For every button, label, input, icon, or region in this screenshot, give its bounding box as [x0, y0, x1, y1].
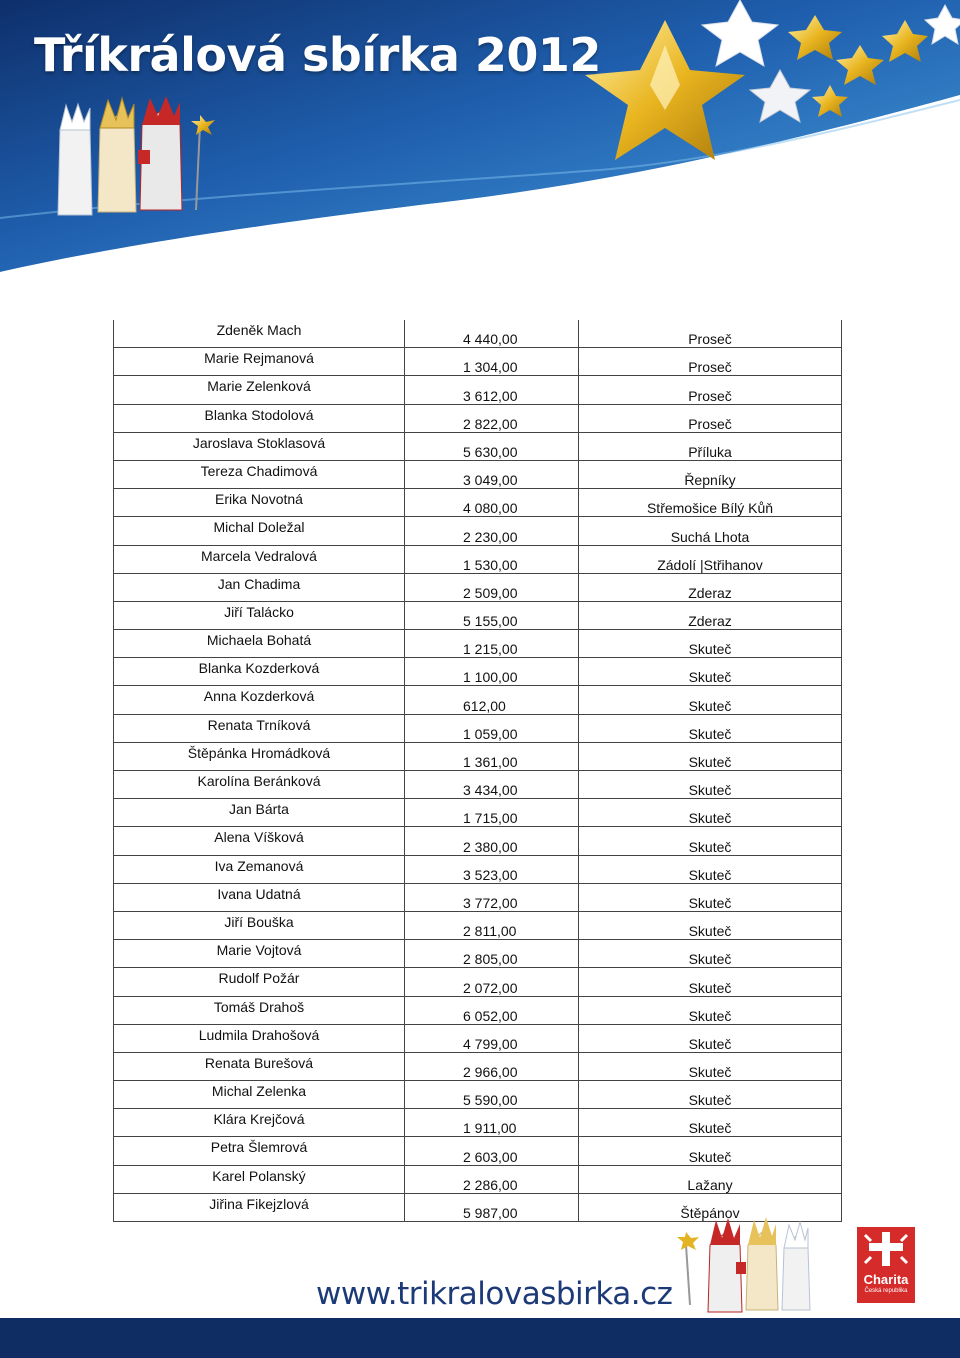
amount-cell: 5 590,00 — [405, 1081, 579, 1109]
amount-cell: 2 966,00 — [405, 1052, 579, 1080]
amount-cell: 1 361,00 — [405, 742, 579, 770]
donation-table — [113, 320, 842, 1222]
footer-bar — [0, 1318, 960, 1358]
amount-cell: 4 440,00 — [405, 320, 579, 348]
place-cell: Proseč — [579, 348, 842, 376]
place-cell: Skuteč — [579, 1137, 842, 1165]
table-row — [114, 320, 842, 348]
place-cell: Zderaz — [579, 601, 842, 629]
name-cell: Marie Zelenková — [114, 376, 405, 404]
table-row — [114, 799, 842, 827]
table-row — [114, 911, 842, 939]
donation-table-wrapper — [113, 320, 841, 1222]
amount-cell: 2 230,00 — [405, 517, 579, 545]
table-row — [114, 1052, 842, 1080]
table-row — [114, 883, 842, 911]
table-row — [114, 940, 842, 968]
name-cell: Marie Rejmanová — [114, 348, 405, 376]
table-row — [114, 968, 842, 996]
name-cell: Marie Vojtová — [114, 940, 405, 968]
place-cell: Skuteč — [579, 771, 842, 799]
table-row — [114, 996, 842, 1024]
table-row — [114, 460, 842, 488]
table-row — [114, 432, 842, 460]
place-cell: Proseč — [579, 404, 842, 432]
place-cell: Skuteč — [579, 1081, 842, 1109]
name-cell: Alena Víšková — [114, 827, 405, 855]
name-cell: Renata Burešová — [114, 1052, 405, 1080]
name-cell: Jiří Talácko — [114, 601, 405, 629]
amount-cell: 3 434,00 — [405, 771, 579, 799]
place-cell: Skuteč — [579, 742, 842, 770]
amount-cell: 1 715,00 — [405, 799, 579, 827]
place-cell: Řepníky — [579, 460, 842, 488]
place-cell: Proseč — [579, 376, 842, 404]
page-title: Tříkrálová sbírka 2012 — [34, 28, 601, 82]
place-cell: Zderaz — [579, 573, 842, 601]
amount-cell: 2 380,00 — [405, 827, 579, 855]
amount-cell: 5 630,00 — [405, 432, 579, 460]
name-cell: Iva Zemanová — [114, 855, 405, 883]
charita-logo-name: Charita — [863, 1272, 909, 1287]
name-cell: Karolína Beránková — [114, 771, 405, 799]
amount-cell: 1 100,00 — [405, 658, 579, 686]
place-cell: Zádolí |Střihanov — [579, 545, 842, 573]
table-row — [114, 1109, 842, 1137]
place-cell: Skuteč — [579, 1024, 842, 1052]
amount-cell: 3 049,00 — [405, 460, 579, 488]
donation-table-body — [114, 320, 842, 1222]
website-url[interactable]: www.trikralovasbirka.cz — [316, 1276, 673, 1312]
amount-cell: 5 987,00 — [405, 1193, 579, 1221]
amount-cell: 1 059,00 — [405, 714, 579, 742]
table-row — [114, 1081, 842, 1109]
amount-cell: 1 530,00 — [405, 545, 579, 573]
place-cell: Skuteč — [579, 799, 842, 827]
table-row — [114, 404, 842, 432]
amount-cell: 1 304,00 — [405, 348, 579, 376]
name-cell: Anna Kozderková — [114, 686, 405, 714]
place-cell: Skuteč — [579, 855, 842, 883]
place-cell: Lažany — [579, 1165, 842, 1193]
amount-cell: 2 603,00 — [405, 1137, 579, 1165]
table-row — [114, 489, 842, 517]
amount-cell: 6 052,00 — [405, 996, 579, 1024]
place-cell: Suchá Lhota — [579, 517, 842, 545]
amount-cell: 3 523,00 — [405, 855, 579, 883]
header-banner — [0, 0, 960, 300]
name-cell: Marcela Vedralová — [114, 545, 405, 573]
table-row — [114, 573, 842, 601]
amount-cell: 2 805,00 — [405, 940, 579, 968]
footer — [0, 1200, 960, 1358]
amount-cell: 2 811,00 — [405, 911, 579, 939]
place-cell: Skuteč — [579, 630, 842, 658]
name-cell: Jan Chadima — [114, 573, 405, 601]
name-cell: Jiří Bouška — [114, 911, 405, 939]
name-cell: Renata Trníková — [114, 714, 405, 742]
name-cell: Michal Doležal — [114, 517, 405, 545]
place-cell: Příluka — [579, 432, 842, 460]
name-cell: Štěpánka Hromádková — [114, 742, 405, 770]
name-cell: Petra Šlemrová — [114, 1137, 405, 1165]
name-cell: Blanka Kozderková — [114, 658, 405, 686]
name-cell: Klára Krejčová — [114, 1109, 405, 1137]
amount-cell: 2 286,00 — [405, 1165, 579, 1193]
name-cell: Erika Novotná — [114, 489, 405, 517]
name-cell: Zdeněk Mach — [114, 320, 405, 348]
table-row — [114, 771, 842, 799]
place-cell: Skuteč — [579, 658, 842, 686]
amount-cell: 5 155,00 — [405, 601, 579, 629]
name-cell: Blanka Stodolová — [114, 404, 405, 432]
amount-cell: 2 072,00 — [405, 968, 579, 996]
amount-cell: 3 772,00 — [405, 883, 579, 911]
place-cell: Skuteč — [579, 714, 842, 742]
amount-cell: 2 509,00 — [405, 573, 579, 601]
place-cell: Proseč — [579, 320, 842, 348]
place-cell: Skuteč — [579, 1052, 842, 1080]
table-row — [114, 348, 842, 376]
place-cell: Skuteč — [579, 940, 842, 968]
place-cell: Skuteč — [579, 968, 842, 996]
name-cell: Michaela Bohatá — [114, 630, 405, 658]
table-row — [114, 827, 842, 855]
table-row — [114, 601, 842, 629]
name-cell: Jan Bárta — [114, 799, 405, 827]
amount-cell: 1 215,00 — [405, 630, 579, 658]
place-cell: Skuteč — [579, 996, 842, 1024]
amount-cell: 1 911,00 — [405, 1109, 579, 1137]
table-row — [114, 742, 842, 770]
name-cell: Michal Zelenka — [114, 1081, 405, 1109]
table-row — [114, 630, 842, 658]
table-row — [114, 714, 842, 742]
name-cell: Jaroslava Stoklasová — [114, 432, 405, 460]
amount-cell: 612,00 — [405, 686, 579, 714]
amount-cell: 3 612,00 — [405, 376, 579, 404]
table-row — [114, 855, 842, 883]
name-cell: Tereza Chadimová — [114, 460, 405, 488]
place-cell: Skuteč — [579, 883, 842, 911]
table-row — [114, 658, 842, 686]
table-row — [114, 1024, 842, 1052]
amount-cell: 4 080,00 — [405, 489, 579, 517]
table-row — [114, 1165, 842, 1193]
name-cell: Rudolf Požár — [114, 968, 405, 996]
table-row — [114, 545, 842, 573]
table-row — [114, 376, 842, 404]
place-cell: Skuteč — [579, 827, 842, 855]
name-cell: Karel Polanský — [114, 1165, 405, 1193]
charita-logo — [857, 1227, 915, 1303]
name-cell: Tomáš Drahoš — [114, 996, 405, 1024]
amount-cell: 4 799,00 — [405, 1024, 579, 1052]
place-cell: Skuteč — [579, 911, 842, 939]
amount-cell: 2 822,00 — [405, 404, 579, 432]
name-cell: Ivana Udatná — [114, 883, 405, 911]
place-cell: Skuteč — [579, 1109, 842, 1137]
place-cell: Střemošice Bílý Kůň — [579, 489, 842, 517]
place-cell: Skuteč — [579, 686, 842, 714]
place-cell: Štěpánov — [579, 1193, 842, 1221]
name-cell: Jiřina Fikejzlová — [114, 1193, 405, 1221]
charita-logo-subtitle: Česká republika — [864, 1288, 908, 1294]
name-cell: Ludmila Drahošová — [114, 1024, 405, 1052]
table-row — [114, 1137, 842, 1165]
charita-cross-icon — [857, 1227, 915, 1271]
table-row — [114, 517, 842, 545]
table-row — [114, 686, 842, 714]
